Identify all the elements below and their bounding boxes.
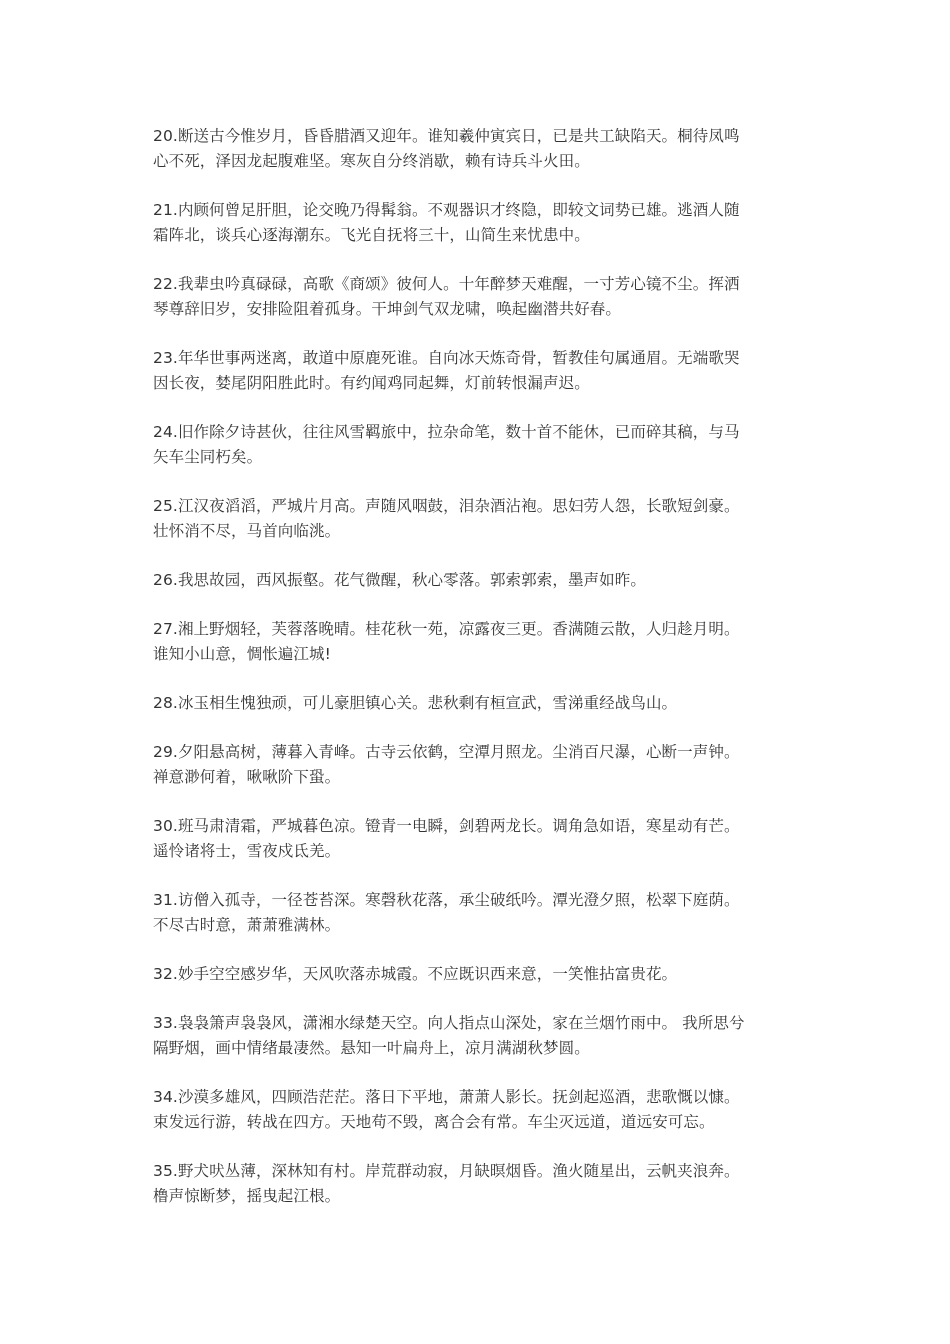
paragraph-line: 34.沙漠多雄风，四顾浩茫茫。落日下平地，萧萧人影长。抚剑起巡酒，悲歌慨以慷。 <box>153 1088 740 1106</box>
paragraph-line: 隔野烟，画中情绪最凄然。悬知一叶扁舟上，凉月满湖秋梦圆。 <box>153 1039 590 1057</box>
poem-paragraph <box>153 494 793 544</box>
poem-paragraph <box>153 346 793 396</box>
poem-paragraph <box>153 272 793 322</box>
paragraph-line: 因长夜，婪尾阴阳胜此时。有约闻鸡同起舞，灯前转恨漏声迟。 <box>153 374 590 392</box>
paragraph-line: 31.访僧入孤寺，一径苍苔深。寒磬秋花落，承尘破纸吟。潭光澄夕照，松翠下庭荫。 <box>153 891 740 909</box>
poem-paragraph <box>153 1011 793 1061</box>
poem-paragraph <box>153 124 793 174</box>
paragraph-line: 26.我思故园，西风振壑。花气微醒，秋心零落。郭索郭索，墨声如昨。 <box>153 571 646 589</box>
paragraph-line: 21.内顾何曾足肝胆，论交晚乃得髯翁。不观器识才终隐，即较文词势已雄。逃酒人随 <box>153 201 740 219</box>
poem-paragraph <box>153 962 793 987</box>
paragraph-line: 谁知小山意，惆怅遍江城! <box>153 645 331 663</box>
paragraph-line: 25.江汉夜滔滔，严城片月高。声随风咽鼓，泪杂酒沾袍。思妇劳人怨，长歌短剑豪。 <box>153 497 740 515</box>
paragraph-line: 35.野犬吠丛薄，深林知有村。岸荒群动寂，月缺暝烟昏。渔火随星出，云帆夹浪奔。 <box>153 1162 740 1180</box>
paragraph-line: 束发远行游，转战在四方。天地苟不毁，离合会有常。车尘灭远道，道远安可忘。 <box>153 1113 715 1131</box>
paragraph-line: 20.断送古今惟岁月，昏昏腊酒又迎年。谁知羲仲寅宾日，已是共工缺陷天。桐待凤鸣 <box>153 127 740 145</box>
paragraph-line: 32.妙手空空感岁华，天风吹落赤城霞。不应既识西来意，一笑惟拈富贵花。 <box>153 965 678 983</box>
poem-paragraph <box>153 1085 793 1135</box>
paragraph-line: 33.袅袅箫声袅袅风，潇湘水绿楚天空。向人指点山深处，家在兰烟竹雨中。 我所思兮 <box>153 1014 745 1032</box>
paragraph-line: 遥怜诸将士，雪夜戍氐羌。 <box>153 842 341 860</box>
poem-paragraph <box>153 888 793 938</box>
poem-paragraph <box>153 420 793 470</box>
paragraph-line: 橹声惊断梦，摇曳起江根。 <box>153 1187 341 1205</box>
document-body <box>153 124 793 1233</box>
paragraph-line: 矢车尘同朽矣。 <box>153 448 263 466</box>
paragraph-line: 不尽古时意，萧萧雅满林。 <box>153 916 341 934</box>
poem-paragraph <box>153 1159 793 1209</box>
paragraph-line: 29.夕阳悬高树，薄暮入青峰。古寺云依鹤，空潭月照龙。尘消百尺瀑，心断一声钟。 <box>153 743 740 761</box>
paragraph-line: 琴尊辞旧岁，安排险阻着孤身。干坤剑气双龙啸，唤起幽潜共好春。 <box>153 300 622 318</box>
paragraph-line: 22.我辈虫吟真碌碌，高歌《商颂》彼何人。十年醉梦天难醒，一寸芳心镜不尘。挥洒 <box>153 275 740 293</box>
paragraph-line: 23.年华世事两迷离，敢道中原鹿死谁。自向冰天炼奇骨，暂教佳句属通眉。无端歌哭 <box>153 349 740 367</box>
paragraph-line: 30.班马肃清霜，严城暮色凉。镫青一电瞬，剑碧两龙长。调角急如语，寒星动有芒。 <box>153 817 740 835</box>
poem-paragraph <box>153 691 793 716</box>
paragraph-line: 壮怀消不尽，马首向临洮。 <box>153 522 341 540</box>
poem-paragraph <box>153 617 793 667</box>
poem-paragraph <box>153 568 793 593</box>
poem-paragraph <box>153 198 793 248</box>
paragraph-line: 霜阵北，谈兵心逐海潮东。飞光自抚将三十，山简生来忧患中。 <box>153 226 590 244</box>
paragraph-line: 27.湘上野烟轻，芙蓉落晚晴。桂花秋一苑，凉露夜三更。香满随云散，人归趁月明。 <box>153 620 740 638</box>
paragraph-line: 禅意渺何着，啾啾阶下蛩。 <box>153 768 341 786</box>
paragraph-line: 28.冰玉相生愧独顽，可儿豪胆镇心关。悲秋剩有桓宣武，雪涕重经战鸟山。 <box>153 694 678 712</box>
paragraph-line: 24.旧作除夕诗甚伙，往往风雪羁旅中，拉杂命笔，数十首不能休，已而碎其稿，与马 <box>153 423 740 441</box>
paragraph-line: 心不死，泽因龙起腹难坚。寒灰自分终消歇，赖有诗兵斗火田。 <box>153 152 590 170</box>
poem-paragraph <box>153 740 793 790</box>
poem-paragraph <box>153 814 793 864</box>
